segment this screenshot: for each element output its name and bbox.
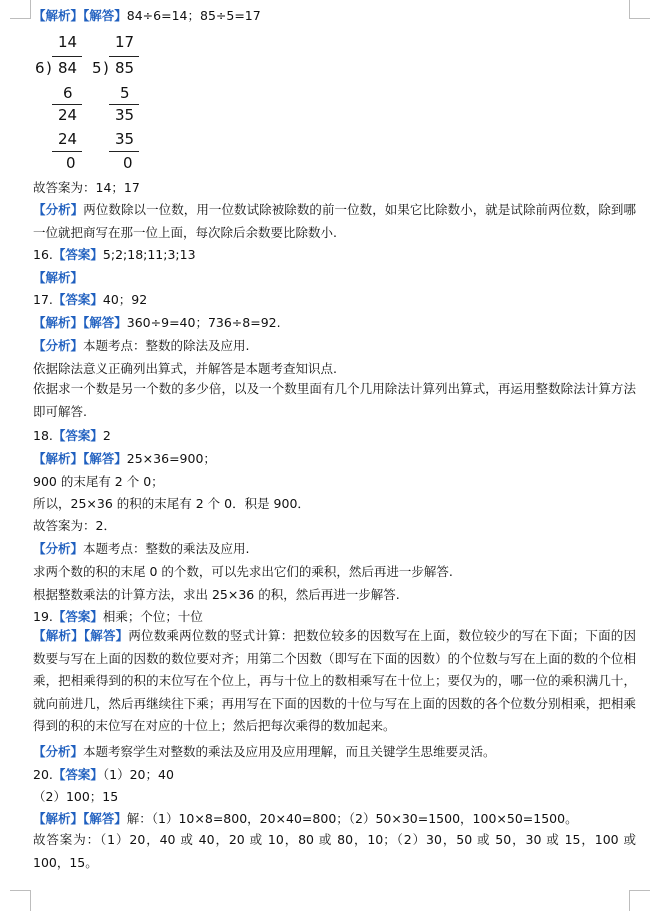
q18-jieda-tag: 【解答】 [83,451,127,466]
page-corner-mark-bottom-right [629,890,650,911]
page-corner-mark-top-left [10,0,31,19]
q16-daan-tag: 【答案】 [52,247,103,262]
q20-solution-line [33,811,578,827]
division-a-step1: 6 [63,84,73,102]
q15-solution-line [33,8,261,24]
division-b-bracket: ) [103,59,109,77]
q19-jieda-text: 两位数乘两位数的竖式计算：把数位较多的因数写在上面，数位较少的写在下面；下面的因数要与写在上面的因数的数位要对齐；用第二个因数（即写在下面的因数）的个位数与写在上面的数的个位相乘，把相乘得到的积的末位写在个位上，再与十位上的数相乘写在十位上；要仅为的，哪一位的乘积满几十，就向前进几，然后再继续往下乘；再用写在下面的因数的十位与写在上面的因数的各个位数分别相乘，把相乘得到的积的末位写在对应的十位上；然后把每次乘得的数加起来。 [33,628,636,733]
q17-analysis-detail-1: 依据除法意义正确列出算式，并解答是本题考查知识点. [33,361,337,376]
division-a-quotient: 14 [58,33,78,51]
q15-analysis [33,199,636,244]
q16-jiexi-tag: 【解析】 [33,270,84,285]
q19-analysis-line [33,744,496,760]
page-corner-mark-top-right [629,0,650,19]
q15-jiexi-tag: 【解析】 [33,8,84,23]
q17-jieda-tag: 【解答】 [83,315,127,330]
q19-fenxi-tag: 【分析】 [33,744,84,759]
division-b-rule-2 [109,151,139,152]
division-a-vinculum [52,56,82,57]
q17-jiexi-tag: 【解析】 [33,315,84,330]
q18-analysis-line [33,541,250,557]
q20-number: 20. [33,767,53,782]
q19-answer-line [33,609,203,625]
q18-detail-1: 900 的末尾有 2 个 0； [33,474,164,489]
q15-fenxi-tag: 【分析】 [33,202,84,217]
q20-final-answer: 故答案为：（1）20，40 或 40，20 或 10，80 或 80，10；（2）30，50 或 50，30 或 15，100 或 100，15。 [33,832,636,870]
q17-analysis-line [33,338,250,354]
q17-solution-line [33,315,281,331]
q17-answer-line [33,292,147,308]
q19-daan-tag: 【答案】 [52,609,103,624]
page-corner-mark-bottom-left [10,890,31,911]
q18-jieda-text: 25×36=900； [126,451,216,466]
q18-answer-line [33,428,111,444]
division-a-bracket: ) [46,59,52,77]
division-a-rule-2 [52,151,82,152]
division-b-divisor: 5 [92,59,102,77]
q17-daan-tag: 【答案】 [52,292,103,307]
q20-jiexi-tag: 【解析】 [33,811,84,826]
division-a-dividend: 84 [58,59,78,77]
division-a-rule-1 [52,104,82,105]
division-a-step3: 24 [58,130,78,148]
q19-fenxi-text: 本题考察学生对整数的乘法及应用及应用理解，而且关键学生思维要灵活。 [83,744,496,759]
q18-detail-2: 所以，25×36 的积的末尾有 2 个 0．积是 900． [33,496,310,511]
division-a-step2: 24 [58,106,78,124]
q17-answer-text: 40；92 [102,292,148,307]
q18-jiexi-tag: 【解析】 [33,451,84,466]
q20-answer-line [33,767,174,783]
q18-fenxi-tag: 【分析】 [33,541,84,556]
division-b-step2: 35 [115,106,135,124]
q18-answer-text: 2 [102,428,111,443]
q18-detail-3: 故答案为：2． [33,518,116,533]
q18-solution-line [33,451,216,467]
q15-jieda-text: 84÷6=14；85÷5=17 [126,8,261,23]
division-b-quotient: 17 [115,33,135,51]
q18-detail-4: 求两个数的积的末尾 0 的个数，可以先求出它们的乘积，然后再进一步解答. [33,564,453,579]
q20-answer-line-2: （2）100；15 [33,789,119,804]
division-b-remainder: 0 [123,154,133,172]
q20-answer-text: （1）20；40 [102,767,174,782]
division-a-divisor: 6 [35,59,45,77]
q17-analysis-detail-2: 依据求一个数是另一个数的多少倍，以及一个数里面有几个几用除法计算列出算式，再运用整数除法计算方法即可解答. [33,381,636,419]
q16-number: 16. [33,247,53,262]
q15-final-answer: 故答案为：14；17 [33,180,140,195]
q18-fenxi-text: 本题考点：整数的乘法及应用. [83,541,250,556]
q19-number: 19. [33,609,53,624]
q17-fenxi-tag: 【分析】 [33,338,84,353]
q19-solution [33,625,636,738]
q16-answer-line [33,247,196,263]
division-a-remainder: 0 [66,154,76,172]
division-b-step1: 5 [120,84,130,102]
q20-jieda-tag: 【解答】 [83,811,127,826]
q17-fenxi-text: 本题考点：整数的除法及应用. [83,338,250,353]
long-division-figure [33,30,153,180]
division-b-dividend: 85 [115,59,135,77]
division-b-step3: 35 [115,130,135,148]
q19-jiexi-tag: 【解析】 [33,628,84,643]
q16-answer-text: 5;2;18;11;3;13 [102,247,196,262]
q18-number: 18. [33,428,53,443]
q18-detail-5: 根据整数乘法的计算方法，求出 25×36 的积，然后再进一步解答. [33,587,400,602]
q18-daan-tag: 【答案】 [52,428,103,443]
division-b-vinculum [109,56,139,57]
q20-daan-tag: 【答案】 [52,767,103,782]
q17-number: 17. [33,292,53,307]
q15-jieda-tag: 【解答】 [83,8,127,23]
q19-answer-text: 相乘；个位；十位 [102,609,203,624]
division-b-rule-1 [109,104,139,105]
q19-jieda-tag: 【解答】 [83,628,129,643]
q16-jiexi-line [33,270,83,286]
q15-fenxi-text: 两位数除以一位数，用一位数试除被除数的前一位数，如果它比除数小，就是试除前两位数，除到哪一位就把商写在那一位上面，每次除后余数要比除数小. [33,202,636,240]
q20-jieda-text: 解：（1）10×8=800，20×40=800；（2）50×30=1500，100×50=1500。 [126,811,578,826]
q17-jieda-text: 360÷9=40；736÷8=92. [126,315,281,330]
